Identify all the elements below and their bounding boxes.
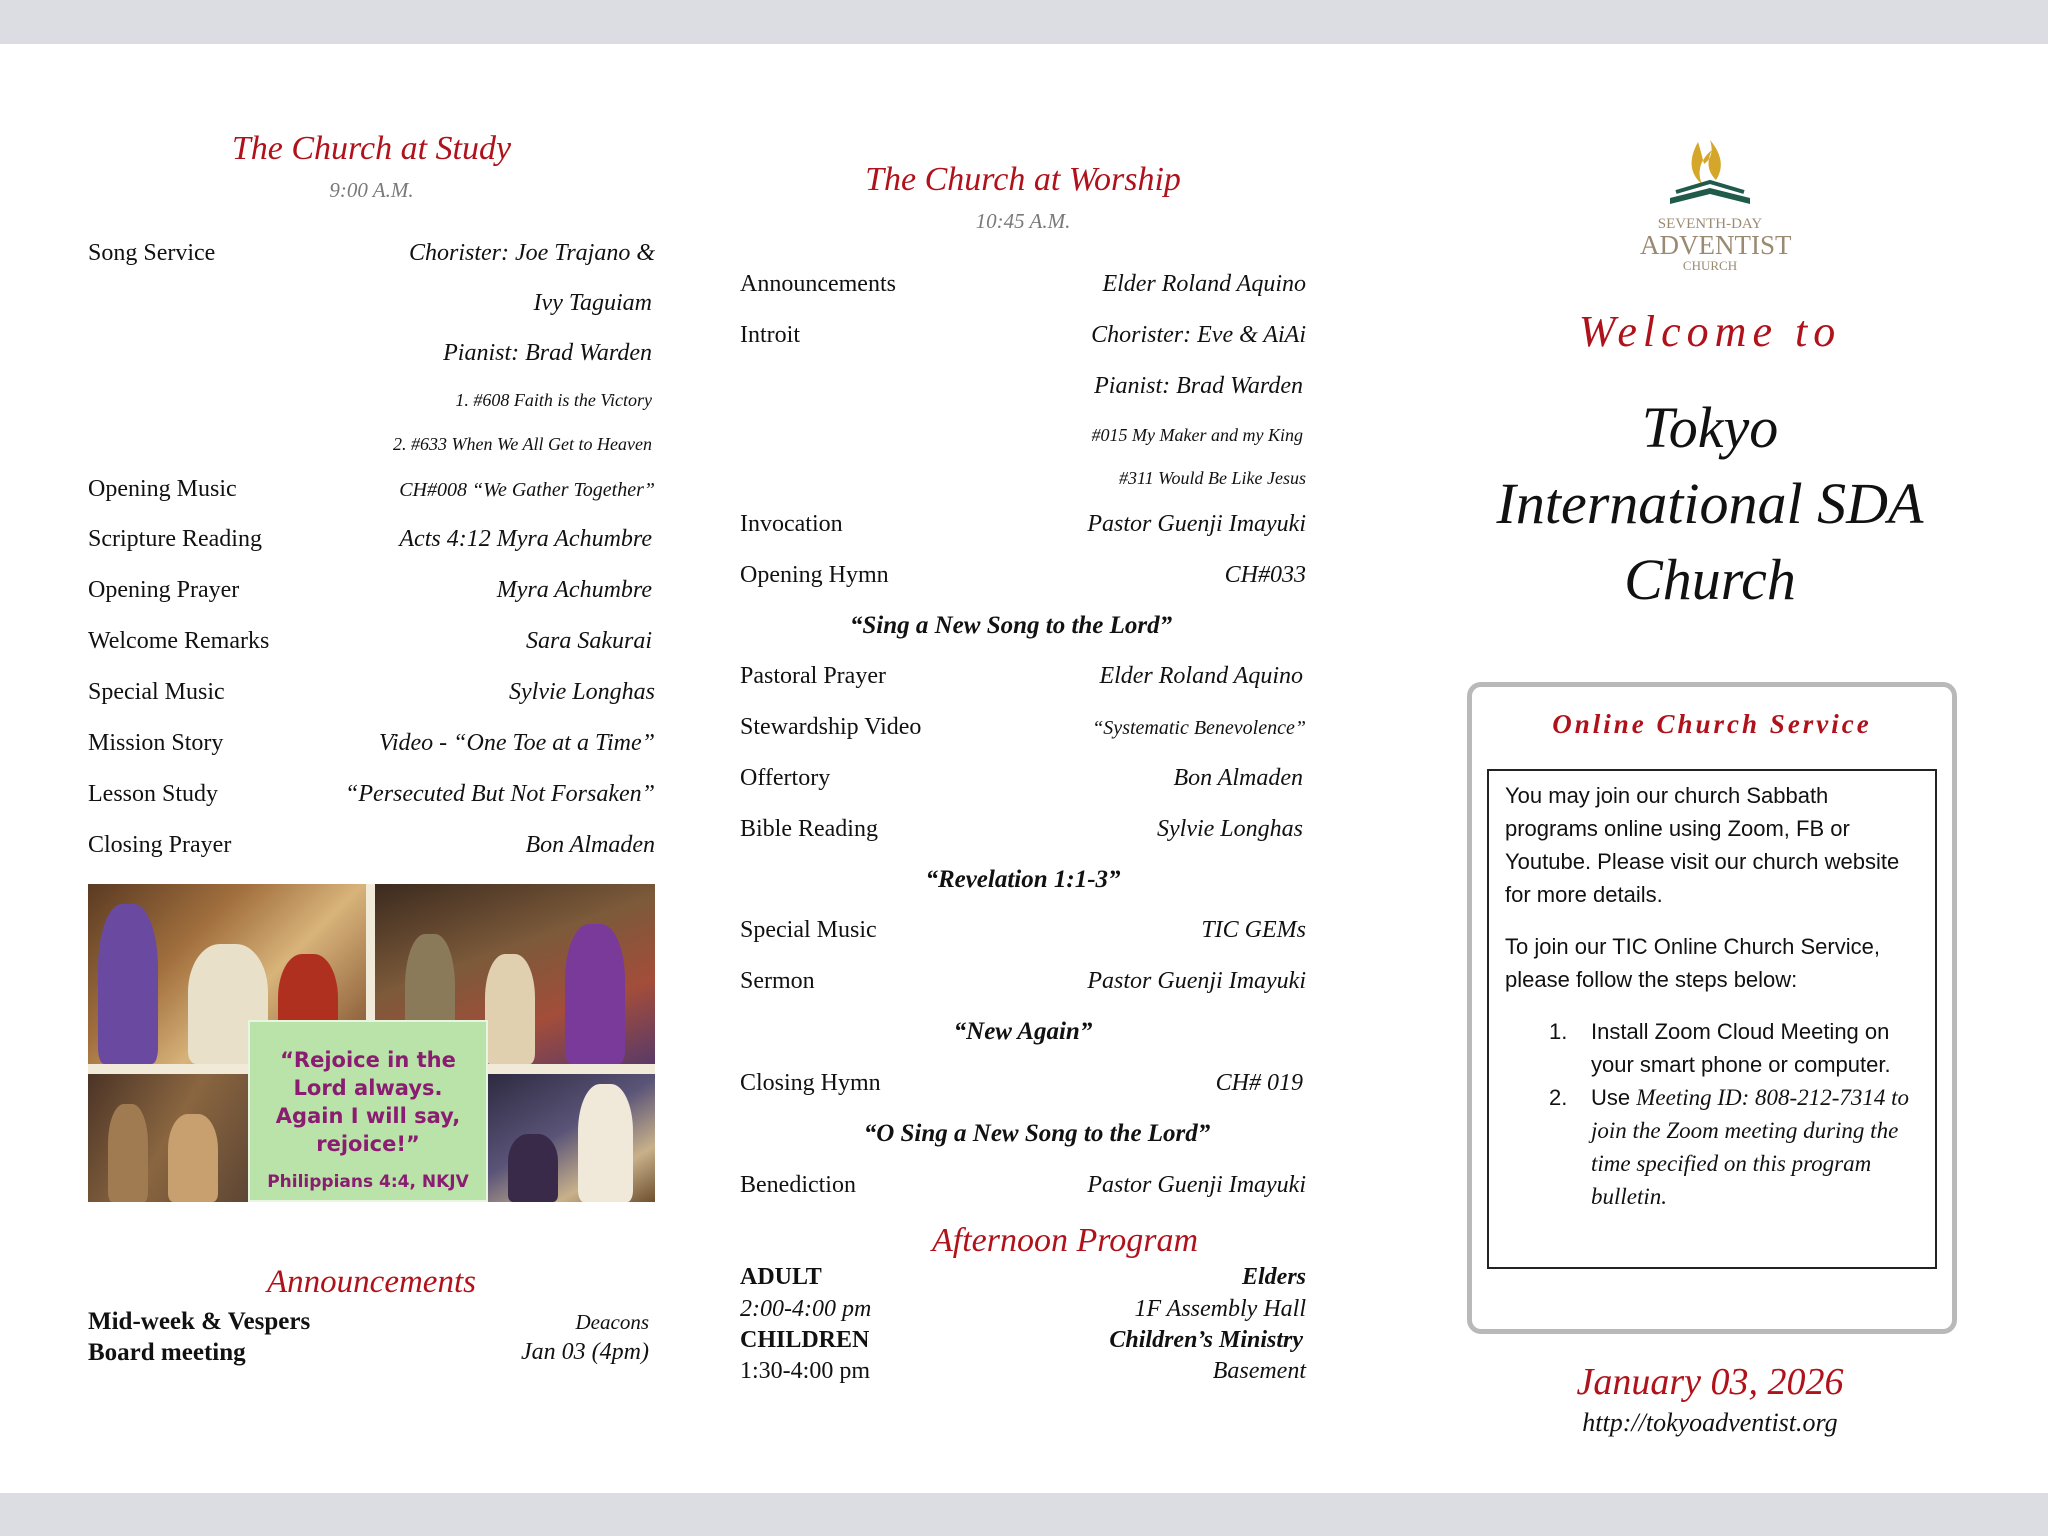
afternoon-row [740,1327,1306,1357]
program-value: Pianist: Brad Warden [1094,373,1303,399]
program-row [740,1172,1306,1212]
online-paragraph: To join our TIC Online Church Service, please follow the steps below: [1505,934,1880,992]
prison-scene-image [88,1074,248,1202]
hymn-value: #015 My Maker and my King [1091,425,1303,445]
preaching-scene-image [488,1074,655,1202]
step-item [1505,1015,1919,1081]
hymn-line [740,421,1306,461]
steps-list [1505,1015,1919,1213]
program-label: Opening Music [88,476,237,502]
logo-line: SEVENTH-DAY [1657,216,1763,232]
bible-story-collage [88,884,655,1202]
program-value: TIC GEMs [1201,917,1306,943]
program-row [88,526,655,566]
program-value: Bon Almaden [1173,765,1303,791]
online-service-box [1467,682,1957,1334]
hymn-value: 2. #633 When We All Get to Heaven [393,434,652,454]
study-time: 9:00 A.M. [329,178,414,202]
program-label: Song Service [88,240,216,266]
program-value: CH#008 “We Gather Together” [399,479,655,501]
afternoon-value: 1F Assembly Hall [1134,1296,1306,1322]
announcement-value: Deacons [575,1310,649,1334]
announcement-value: Jan 03 (4pm) [521,1339,649,1365]
afternoon-value: Children’s Ministry [1109,1327,1303,1353]
program-value: “Systematic Benevolence” [1092,717,1306,739]
announcement-row [88,1339,655,1369]
program-label: Closing Prayer [88,832,232,858]
verse-text: “Rejoice in the Lord always. Again I will say, rejoice!” [275,1048,461,1156]
logo-line: ADVENTIST [1640,230,1792,260]
afternoon-row [740,1264,1306,1294]
step-number: 2. [1549,1085,1568,1110]
program-label: Pastoral Prayer [740,663,886,689]
afternoon-value: Basement [1212,1358,1306,1384]
program-value: Sylvie Longhas [1157,816,1303,842]
program-row [88,832,655,872]
hymn-value: 1. #608 Faith is the Victory [455,390,652,410]
online-paragraph: You may join our church Sabbath programs online using Zoom, FB or Youtube. Please visit our church website for more details. [1505,783,1900,907]
program-value: Bon Almaden [525,832,655,858]
program-row [88,290,655,330]
program-value: Pastor Guenji Imayuki [1087,1172,1306,1198]
program-row [88,240,655,280]
afternoon-row [740,1296,1306,1326]
worship-title: The Church at Worship [865,161,1181,198]
program-label: Offertory [740,765,831,791]
program-label: Sermon [740,968,815,994]
announcement-label: Mid-week & Vespers [88,1308,311,1335]
afternoon-label: CHILDREN [740,1327,870,1353]
program-value: Chorister: Joe Trajano & [408,240,655,266]
program-label: Special Music [88,679,225,705]
verse-reference: Philippians 4:4, NKJV [267,1172,469,1192]
program-row [88,628,655,668]
program-row [740,765,1306,805]
afternoon-label: 1:30-4:00 pm [740,1358,870,1384]
program-row [740,714,1306,754]
viewer-bottom-bar [0,1493,2048,1536]
program-label: Closing Hymn [740,1070,881,1096]
announcements-title: Announcements [267,1264,476,1300]
program-row [740,1070,1306,1110]
bulletin-page [0,44,2048,1493]
viewer-top-bar [0,0,2048,44]
program-value: Pastor Guenji Imayuki [1087,968,1306,994]
hymn-value: #311 Would Be Like Jesus [1119,468,1306,488]
hymn-line [740,464,1306,504]
program-row [740,322,1306,362]
program-value: Video - “One Toe at a Time” [378,730,655,756]
afternoon-label: ADULT [740,1264,822,1290]
program-label: Stewardship Video [740,714,922,740]
flame-book-icon [1640,132,1780,212]
program-label: Invocation [740,511,843,537]
program-value: Pianist: Brad Warden [443,340,652,366]
program-row [740,562,1306,602]
announcement-row [88,1308,655,1338]
church-name [1460,390,1960,618]
afternoon-label: 2:00-4:00 pm [740,1296,872,1322]
program-label: Bible Reading [740,816,878,842]
program-row [88,781,655,821]
online-instructions [1487,769,1937,1269]
program-value: Elder Roland Aquino [1102,271,1306,297]
announcement-label: Board meeting [88,1339,246,1366]
program-row [740,271,1306,311]
step-text: Install Zoom Cloud Meeting on your smart phone or computer. [1591,1019,1891,1077]
church-name-line: Church [1624,547,1796,612]
step-number: 1. [1549,1019,1568,1044]
program-value: Ivy Taguiam [533,290,652,316]
program-value: Acts 4:12 Myra Achumbre [399,526,652,552]
program-row [88,476,655,516]
program-label: Benediction [740,1172,856,1198]
program-row [740,663,1306,703]
program-value: Chorister: Eve & AiAi [1091,322,1306,348]
bulletin-date: January 03, 2026 [1576,1361,1844,1403]
hymn-title: “Sing a New Song to the Lord” [849,612,1173,639]
meeting-id-text: Meeting ID: 808-212-7314 to join the Zoom meeting during the time specified on this program bulletin. [1591,1085,1909,1209]
verse-card [248,1020,488,1202]
program-value: Elder Roland Aquino [1099,663,1303,689]
adventist-logo [1640,132,1792,273]
church-name-line: International SDA [1496,471,1924,536]
program-row [88,340,655,380]
program-row [740,816,1306,856]
program-row [740,373,1306,413]
program-row [88,679,655,719]
sermon-title: “New Again” [953,1018,1093,1045]
step-prefix: Use [1591,1085,1637,1110]
program-label: Introit [740,322,800,348]
afternoon-title: Afternoon Program [931,1222,1198,1259]
program-row [740,968,1306,1008]
program-label: Lesson Study [88,781,219,807]
church-name-line: Tokyo [1641,395,1779,460]
logo-line: CHURCH [1682,258,1738,273]
program-value: Pastor Guenji Imayuki [1087,511,1306,537]
scripture-title: “Revelation 1:1-3” [925,866,1121,893]
program-label: Welcome Remarks [88,628,270,654]
program-label: Announcements [740,271,896,297]
hymn-title: “O Sing a New Song to the Lord” [863,1120,1211,1147]
program-value: Myra Achumbre [496,577,652,603]
program-value: CH# 019 [1215,1070,1303,1096]
program-value: Sylvie Longhas [509,679,655,705]
program-label: Opening Prayer [88,577,240,603]
study-title: The Church at Study [231,130,512,167]
program-value: CH#033 [1224,562,1306,588]
program-label: Mission Story [88,730,224,756]
program-row [88,730,655,770]
welcome-heading: Welcome to [1578,307,1842,356]
program-label: Opening Hymn [740,562,889,588]
step-item [1505,1081,1919,1213]
program-label: Scripture Reading [88,526,262,552]
hymn-line [88,386,655,426]
afternoon-value: Elders [1241,1264,1306,1290]
program-row [88,577,655,617]
online-service-title: Online Church Service [1552,709,1872,739]
hymn-line [88,430,655,470]
program-row [740,511,1306,551]
program-value: “Persecuted But Not Forsaken” [345,781,655,807]
program-row [740,917,1306,957]
program-value: Sara Sakurai [526,628,652,654]
worship-time: 10:45 A.M. [975,209,1071,233]
church-website[interactable]: http://tokyoadventist.org [1582,1408,1838,1437]
afternoon-row [740,1358,1306,1388]
program-label: Special Music [740,917,877,943]
